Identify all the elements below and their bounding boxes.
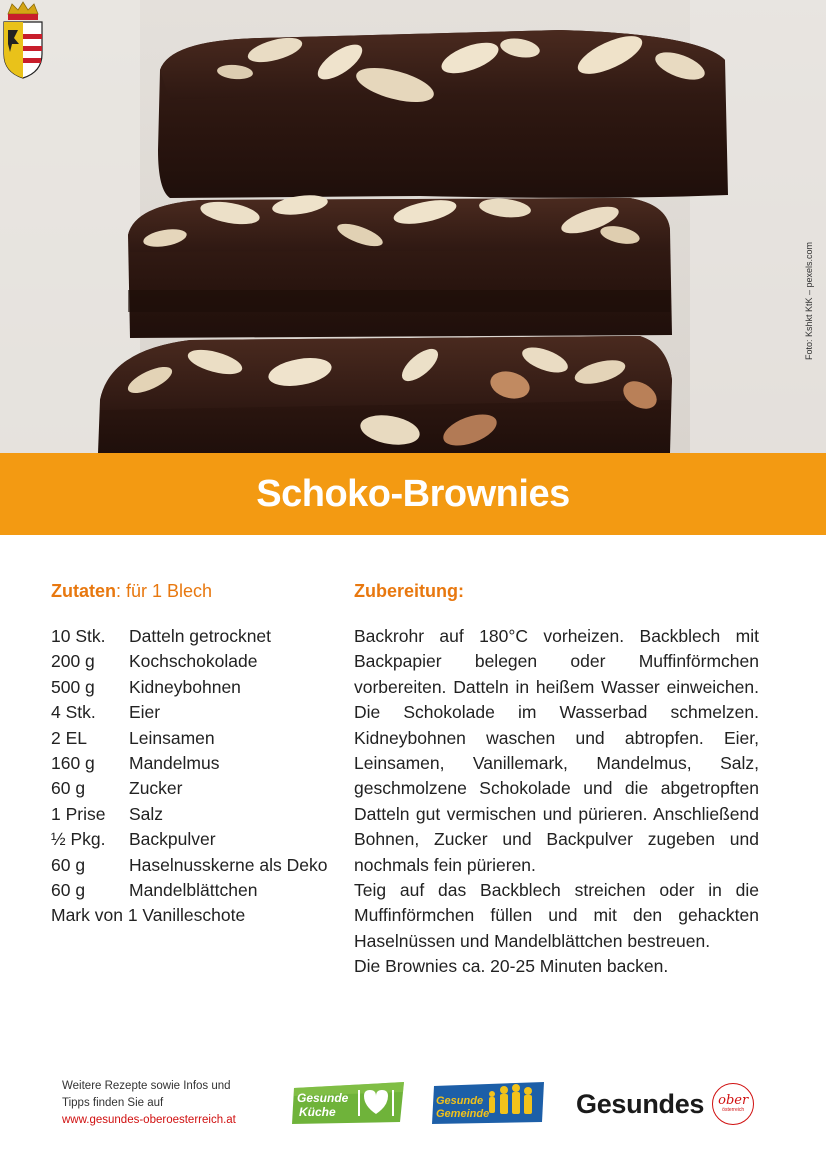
brownie-stack-illustration [0, 0, 826, 453]
ingredient-row [51, 726, 341, 751]
ingredient-amount: 60 g [51, 854, 86, 875]
ingredient-amount: 10 Stk. [51, 626, 106, 646]
footer-website-link[interactable]: www.gesundes-oberoesterreich.at [62, 1114, 236, 1126]
photo-credit: Foto: Kshkt KtK – pexels.com [804, 241, 814, 360]
ingredient-name: Salz [129, 803, 164, 824]
ingredient-amount: 60 g [51, 880, 86, 901]
ingredient-name: Eier [129, 702, 161, 723]
ingredient-row [51, 624, 341, 649]
footer-line: Weitere Rezepte sowie Infos und [62, 1080, 231, 1092]
ingredient-name: Datteln getrocknet [129, 626, 272, 646]
ingredient-name: Zucker [129, 778, 183, 799]
ingredients-section [51, 578, 341, 929]
brand-circle [712, 1083, 754, 1125]
brownie-top [158, 28, 728, 198]
ingredient-name: Backpulver [129, 829, 216, 850]
ingredients-heading-rest: : für 1 Blech [116, 581, 213, 601]
brand-circle-sub: österreich [722, 1107, 745, 1113]
ingredient-name: Haselnusskerne als Deko [129, 854, 328, 875]
ingredient-row [51, 649, 341, 674]
title-banner [0, 453, 826, 535]
ingredient-amount: ½ Pkg. [51, 829, 106, 850]
recipe-title: Schoko-Brownies [256, 472, 570, 515]
ingredient-amount: 500 g [51, 676, 95, 697]
gesunde-kueche-logo [290, 1080, 408, 1126]
ingredient-name: Mandelblättchen [129, 880, 258, 901]
ingredients-heading [51, 578, 341, 604]
ingredient-amount: 160 g [51, 753, 95, 774]
ingredient-row [51, 675, 341, 700]
preparation-section [354, 578, 759, 980]
ingredient-row [51, 751, 341, 776]
preparation-paragraph: Teig auf das Backblech streichen oder in die Muffinförmchen füllen und mit den gehackten Haselnüssen und Mandelblättchen bestreuen. [354, 880, 759, 951]
logo-kueche-line2: Küche [299, 1105, 336, 1119]
preparation-paragraph: Die Brownies ca. 20-25 Minuten backen. [354, 956, 669, 977]
ingredient-extra-text: Mark von 1 Vanilleschote [51, 905, 246, 926]
ingredient-row [51, 878, 341, 903]
logo-gemeinde-line1: Gesunde [436, 1095, 484, 1107]
brownie-middle [128, 192, 672, 338]
ingredient-name: Leinsamen [129, 727, 215, 748]
gesunde-gemeinde-logo [430, 1080, 546, 1126]
logo-gemeinde-line2: Gemeinde [436, 1108, 490, 1120]
ingredient-row [51, 827, 341, 852]
ingredient-row [51, 853, 341, 878]
ingredient-row [51, 802, 341, 827]
gesundes-oberoesterreich-logo [576, 1083, 754, 1125]
ingredients-list [51, 624, 341, 929]
ingredient-amount: 1 Prise [51, 803, 106, 824]
ingredient-row [51, 700, 341, 725]
coat-of-arms-icon [0, 0, 46, 80]
ingredient-name: Mandelmus [129, 753, 220, 774]
ingredient-amount: 4 Stk. [51, 702, 96, 723]
hero-photo [0, 0, 826, 453]
preparation-text [354, 624, 759, 980]
brand-circle-main: ober [718, 1093, 749, 1108]
ingredients-heading-bold: Zutaten [51, 581, 116, 601]
ingredient-amount: 60 g [51, 778, 86, 799]
logo-kueche-line1: Gesunde [297, 1091, 349, 1105]
brownie-bottom [98, 336, 672, 453]
ingredient-name: Kochschokolade [129, 651, 258, 672]
footer-info [62, 1078, 236, 1129]
preparation-heading-text: Zubereitung: [354, 581, 464, 601]
ingredient-amount: 2 EL [51, 727, 87, 748]
footer-line: Tipps finden Sie auf [62, 1097, 164, 1109]
ingredient-name: Kidneybohnen [129, 676, 241, 697]
ingredient-row [51, 776, 341, 801]
preparation-paragraph: Backrohr auf 180°C vorheizen. Backblech mit Backpapier belegen oder Muffinförmchen vorbereiten. Datteln in heißem Wasser einweichen. Die Schokolade im Wasserbad schmelzen. Kidneybohnen waschen und abtropfen. Eier, Leinsamen, Vanillemark, Mandelmus, Salz, geschmolzene Schokolade und die abgetropften Datteln gut vermischen und pürieren. Anschließend Bohnen, Zucker und Backpulver zugeben und nochmals fein pürieren. [354, 626, 759, 875]
ingredient-extra [51, 903, 341, 928]
preparation-heading [354, 578, 759, 604]
brand-word: Gesundes [576, 1088, 705, 1119]
ingredient-amount: 200 g [51, 651, 95, 672]
